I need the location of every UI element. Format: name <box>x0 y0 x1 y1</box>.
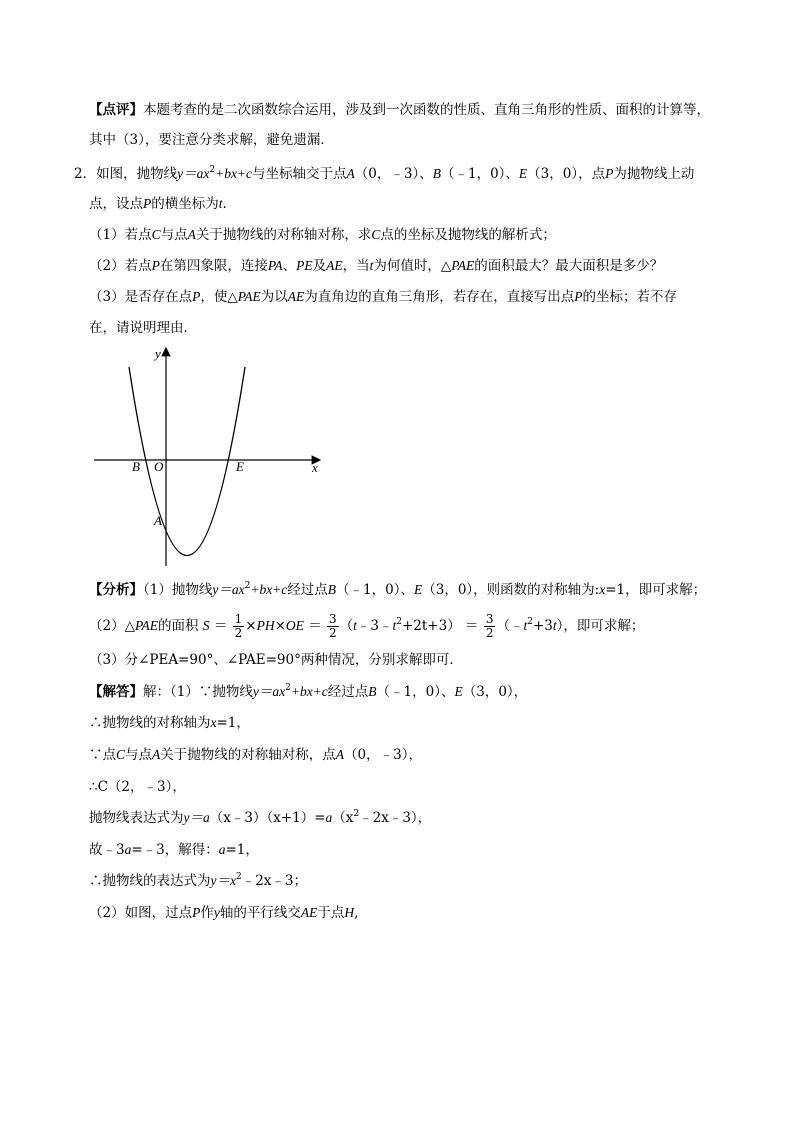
math-exp: 2 <box>527 617 533 627</box>
analysis-text: × <box>274 618 286 634</box>
solution-text: ﹣2x﹣3； <box>241 873 308 889</box>
solution-line-5 <box>89 808 431 828</box>
solution-tag: 【解答】 <box>89 684 143 700</box>
problem-text: ，当 <box>342 258 370 274</box>
math: P <box>192 905 201 920</box>
comment-tag: 【点评】 <box>89 102 143 118</box>
math: P <box>605 166 614 181</box>
solution-text: （0，﹣3）， <box>344 747 422 763</box>
analysis-text: 经过点 <box>287 582 328 598</box>
analysis-text: （﹣1，0）、 <box>336 582 414 598</box>
problem-text: 点的坐标及抛物线的解析式； <box>380 227 556 243</box>
analysis-text: 的面积 <box>157 618 199 634</box>
problem-text: （3，0），点 <box>527 166 606 182</box>
solution-line-6 <box>89 840 259 860</box>
analysis-text: （1）抛物线 <box>143 582 213 598</box>
problem-text: 为以 <box>260 289 288 305</box>
math: A <box>335 747 345 762</box>
math: P <box>151 258 160 273</box>
problem-line-2 <box>89 194 227 214</box>
question-3 <box>89 287 677 307</box>
solution-text: （3，0）， <box>462 684 528 700</box>
fraction-three-halves-2 <box>484 613 496 640</box>
problem-line-1 <box>74 164 694 184</box>
solution-text: 解：（1）∵抛物线 <box>143 684 253 700</box>
math: A <box>346 166 355 181</box>
math: PAE <box>134 618 158 633</box>
math: AE <box>300 905 318 920</box>
math: PA <box>267 258 283 273</box>
math: t <box>369 258 374 273</box>
math: t <box>392 618 397 633</box>
parabola-curve <box>129 367 245 556</box>
problem-text: （0，﹣3）、 <box>354 166 433 182</box>
solution-line-2 <box>89 713 250 733</box>
problem-text: （3）是否存在点 <box>89 289 193 305</box>
math: B <box>368 684 377 699</box>
problem-text: 与坐标轴交于点 <box>252 166 347 182</box>
math: AE <box>287 289 305 304</box>
analysis-line-1 <box>89 580 706 600</box>
math: A <box>152 747 161 762</box>
analysis-tag: 【分析】 <box>89 582 143 598</box>
math: t <box>353 618 357 633</box>
math: y <box>213 905 220 920</box>
math: x <box>599 582 606 597</box>
label-y: y <box>155 346 161 361</box>
math-exp: 2 <box>353 809 360 819</box>
problem-text: 在，请说明理由． <box>89 320 197 336</box>
math: t <box>523 618 528 633</box>
math: ＝ <box>465 618 479 634</box>
math: S <box>202 618 210 633</box>
analysis-text: +2t+3） <box>401 618 461 634</box>
problem-text: 点，设点 <box>89 196 143 212</box>
math: E <box>454 684 463 699</box>
math: OE <box>285 618 304 633</box>
math: PE <box>296 258 313 273</box>
problem-text: 为何值时，△ <box>373 258 452 274</box>
solution-text: =﹣3，解得： <box>131 842 219 858</box>
solution-text: =1， <box>216 715 250 731</box>
math: a <box>124 842 132 857</box>
solution-text: ∴抛物线的对称轴为 <box>89 715 211 731</box>
frac-den: 2 <box>485 626 494 640</box>
frac-num: 3 <box>328 612 337 626</box>
problem-text: 的坐标；若不存 <box>582 289 677 305</box>
math: C <box>116 747 126 762</box>
solution-text: （x﹣3）（x+1）= <box>209 810 326 826</box>
analysis-text: （3，0），则函数的对称轴为: <box>422 582 600 598</box>
comment-text-1: 本题考查的是二次函数综合运用，涉及到一次函数的性质、直角三角形的性质、面积的计算等， <box>143 102 710 118</box>
solution-text: ∴抛物线的表达式为 <box>89 873 211 889</box>
solution-text: ﹣2x﹣3）， <box>359 810 432 826</box>
frac-den: 2 <box>328 626 337 640</box>
problem-text: 关于抛物线的对称轴对称，求 <box>195 227 372 243</box>
analysis-text: × <box>245 618 257 634</box>
solution-text: =1， <box>225 842 259 858</box>
math-exp: 2 <box>285 683 291 693</box>
problem-text: 如图，抛物线 <box>96 166 178 182</box>
analysis-text: （ <box>339 618 354 634</box>
math: ＝ <box>213 618 228 634</box>
math: y＝ <box>252 684 273 699</box>
solution-text: ∵点 <box>89 747 116 763</box>
math: a <box>218 842 226 857</box>
solution-text: 经过点 <box>327 684 369 700</box>
math-exp: 2 <box>209 165 216 175</box>
math: C <box>371 227 381 242</box>
parabola-figure <box>90 342 350 572</box>
solution-line-8 <box>89 903 358 923</box>
solution-text: 故﹣3 <box>89 842 125 858</box>
comment-text-2: 其中（3），要注意分类求解，避免遗漏． <box>89 132 334 148</box>
math: ax <box>272 684 286 699</box>
frac-num: 1 <box>234 612 243 626</box>
math: x <box>210 715 217 730</box>
math: +bx+c <box>250 582 288 597</box>
solution-text: （x <box>332 810 354 826</box>
math: y＝ <box>212 582 232 597</box>
problem-text: 在第四象限，连接 <box>159 258 268 274</box>
math: P <box>143 196 152 211</box>
solution-line-3 <box>89 745 422 765</box>
math: y＝x <box>210 873 236 888</box>
math: PAE <box>451 258 475 273</box>
math-exp: 2 <box>244 581 251 591</box>
solution-text: 抛物线表达式为 <box>89 810 184 826</box>
problem-text: （1）若点 <box>89 227 152 243</box>
comment-line-1 <box>89 100 710 120</box>
math: A <box>187 227 196 242</box>
problem-text: （﹣1，0）、 <box>440 166 519 182</box>
math: B <box>327 582 337 597</box>
problem-text: 与点 <box>160 227 188 243</box>
problem-text: ，使△ <box>200 289 238 305</box>
math: E <box>413 582 423 597</box>
comment-line-2 <box>89 130 334 150</box>
question-2 <box>89 256 663 276</box>
solution-line-7 <box>89 871 307 891</box>
math: +bx+c <box>290 684 328 699</box>
problem-text: （2）若点 <box>89 258 152 274</box>
solution-text: （2）如图，过点 <box>89 905 193 921</box>
question-3-line-2 <box>89 318 197 338</box>
problem-text: 及 <box>312 258 327 274</box>
math: ＝ <box>308 618 322 634</box>
analysis-text: ），即可求解； <box>556 618 645 634</box>
analysis-text: =1，即可求解； <box>605 582 707 598</box>
solution-text: 轴的平行线交 <box>219 905 301 921</box>
solution-text: 关于抛物线的对称轴对称，点 <box>160 747 336 763</box>
analysis-line-3 <box>89 650 463 670</box>
math: H <box>344 905 355 920</box>
math-exp: 2 <box>396 617 402 627</box>
math: ax <box>231 582 245 597</box>
math: PAE <box>237 289 261 304</box>
solution-line-4 <box>89 777 186 797</box>
math: B <box>432 166 441 181</box>
label-x: x <box>312 460 318 475</box>
math: t <box>218 196 223 211</box>
problem-text: 为抛物线上动 <box>613 166 695 182</box>
problem-text: 为直角边的直角三角形，若存在，直接写出点 <box>304 289 575 305</box>
solution-text: （﹣1，0）、 <box>376 684 455 700</box>
problem-number: 2． <box>74 166 97 182</box>
label-O: O <box>154 459 164 474</box>
math: t <box>552 618 557 633</box>
question-1 <box>89 225 556 245</box>
math: y＝a <box>183 810 210 825</box>
analysis-text: ﹣3﹣ <box>356 618 393 634</box>
label-E: E <box>236 459 244 474</box>
comma: , <box>354 905 359 921</box>
analysis-text: （2）△ <box>89 618 135 634</box>
comma: 、 <box>282 258 297 274</box>
problem-text: 的面积最大？最大面积是多少？ <box>474 258 664 274</box>
math-exp: 2 <box>235 872 242 882</box>
frac-num: 3 <box>485 612 494 626</box>
math: +bx+c <box>215 166 253 181</box>
analysis-text: （3）分∠PEA=90°、∠PAE=90°两种情况，分别求解即可． <box>89 652 463 668</box>
math: P <box>192 289 201 304</box>
math: E <box>518 166 528 181</box>
math: PH <box>256 618 275 633</box>
solution-text: 于点 <box>317 905 345 921</box>
solution-text: 与点 <box>125 747 153 763</box>
math: P <box>574 289 583 304</box>
analysis-text: +3 <box>532 618 553 634</box>
period: . <box>222 196 227 212</box>
solution-text: ∴C（2，﹣3）， <box>89 779 186 795</box>
solution-text: 作 <box>200 905 214 921</box>
label-B: B <box>132 459 140 474</box>
frac-den: 2 <box>234 626 243 640</box>
label-A: A <box>154 513 162 528</box>
fraction-three-halves <box>327 613 339 640</box>
math: AE <box>326 258 343 273</box>
solution-line-1 <box>89 682 527 702</box>
problem-text: 的横坐标为 <box>151 196 219 212</box>
math: y＝ <box>177 166 197 181</box>
math: C <box>151 227 161 242</box>
math: ax <box>196 166 210 181</box>
analysis-text: （﹣ <box>496 618 524 634</box>
fraction-half <box>233 613 245 640</box>
analysis-line-2 <box>89 612 644 640</box>
math: a <box>325 810 333 825</box>
